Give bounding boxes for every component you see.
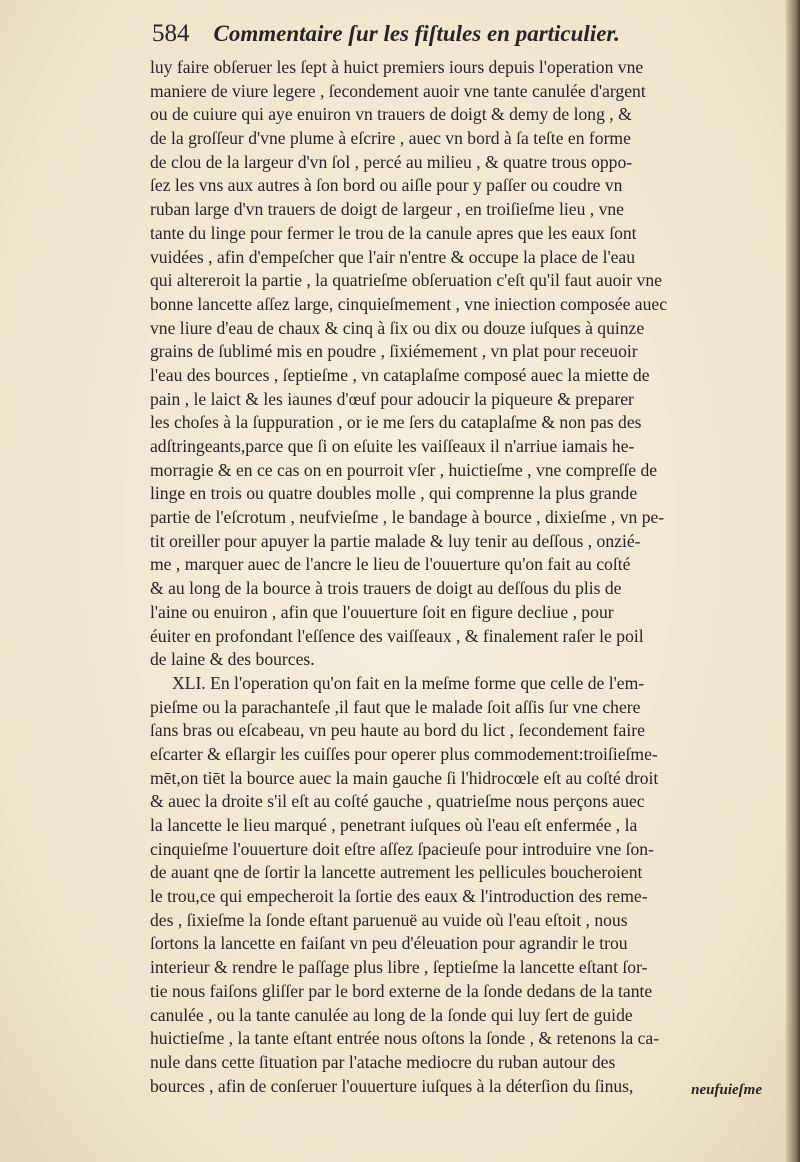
text-line: me , marquer auec de l'ancre le lieu de l'ouuerture qu'on fait au coſté <box>150 554 631 575</box>
text-line: luy faire obſeruer les ſept à huict premiers iours depuis l'operation vne <box>150 57 644 77</box>
text-line: huictieſme , la tante eſtant entrée nous oſtons la ſonde , & retenons la ca- <box>150 1028 660 1049</box>
text-line: de clou de la largeur d'vn ſol , percé au milieu , & quatre trous oppo- <box>150 151 633 172</box>
text-line: ou de cuiure qui aye enuiron vn trauers de doigt & demy de long , & <box>150 104 632 125</box>
text-line: tit oreiller pour apuyer la partie malade & luy tenir au deſſous , onzié- <box>150 530 641 551</box>
text-line: partie de l'eſcrotum , neufvieſme , le bandage à bource , dixieſme , vn pe- <box>150 507 665 528</box>
text-line: ſans bras ou eſcabeau, vn peu haute au bord du lict , ſecondement faire <box>150 720 645 741</box>
text-line: l'eau des bources , ſeptieſme , vn cataplaſme composé auec la miette de <box>150 364 650 385</box>
page-number: 584 <box>152 20 190 47</box>
text-line: grains de ſublimé mis en poudre , ſixiémement , vn plat pour receuoir <box>150 341 638 362</box>
text-line: de auant qne de ſortir la lancette autrement les pellicules boucheroient <box>150 862 643 883</box>
text-line: pain , le laict & les iaunes d'œuf pour adoucir la piqueure & preparer <box>150 388 634 409</box>
page-edge-shadow <box>786 0 800 1162</box>
text-line: & auec la droite s'il eſt au coſté gauche , quatrieſme nous perçons auec <box>150 791 645 812</box>
text-line: tie nous faiſons gliſſer par le bord externe de la ſonde dedans de la tante <box>150 980 653 1001</box>
text-line: & au long de la bource à trois trauers de doigt au deſſous du plis de <box>150 578 622 599</box>
text-line: l'aine ou enuiron , afin que l'ouuerture ſoit en figure decliue , pour <box>150 601 614 622</box>
page-header <box>152 20 672 56</box>
text-line: cinquieſme l'ouuerture doit eſtre aſſez ſpacieuſe pour introduire vne ſon- <box>150 838 654 859</box>
text-line: nule dans cette ſituation par l'atache mediocre du ruban autour des <box>150 1051 616 1072</box>
text-line: pieſme ou la parachanteſe ,il faut que le malade ſoit aſſis ſur vne chere <box>150 696 641 717</box>
text-line: adſtringeants,parce que ſi on eſuite les vaiſſeaux il n'arriue iamais he- <box>150 436 635 456</box>
text-line: mēt,on tiēt la bource auec la main gauche ſi l'hidrocœle eſt au coſté droit <box>150 767 659 788</box>
text-line: vuidées , afin d'empeſcher que l'air n'entre & occupe la place de l'eau <box>150 246 636 267</box>
text-line: le trou,ce qui empecheroit la ſortie des eaux & l'introduction des reme- <box>150 886 648 907</box>
running-title: Commentaire ſur les fiſtules en particulier. <box>213 21 620 46</box>
text-line: qui altereroit la partie , la quatrieſme obſeruation c'eſt qu'il faut auoir vne <box>150 270 662 291</box>
text-line: la lancette le lieu marqué , penetrant iuſques où l'eau eſt enfermée , la <box>150 815 638 835</box>
text-line: canulée , ou la tante canulée au long de la ſonde qui luy ſert de guide <box>150 1004 633 1025</box>
text-line: des , ſixieſme la ſonde eſtant paruenuë au vuide où l'eau eſtoit , nous <box>150 909 628 930</box>
catchword: neufuieſme <box>691 1082 762 1098</box>
text-line: ruban large d'vn trauers de doigt de largeur , en troiſieſme lieu , vne <box>150 199 624 220</box>
text-line: bources , afin de conſeruer l'ouuerture iuſques à la déterſion du ſinus, <box>150 1075 634 1096</box>
text-line: de laine & des bources. <box>150 649 315 670</box>
text-line: maniere de viure legere , ſecondement auoir vne tante canulée d'argent <box>150 80 646 101</box>
text-line: morragie & en ce cas on en pourroit vſer , huictieſme , vne compreſſe de <box>150 459 658 480</box>
text-line: linge en trois ou quatre doubles molle , qui comprenne la plus grande <box>150 483 638 504</box>
text-line: XLI. En l'operation qu'on fait en la meſme forme que celle de l'em- <box>172 672 645 693</box>
text-line: bonne lancette aſſez large, cinquieſmement , vne iniection composée auec <box>150 293 668 314</box>
text-line: eſcarter & eſlargir les cuiſſes pour operer plus commodement:troiſieſme- <box>150 743 658 764</box>
text-line: éuiter en profondant l'eſſence des vaiſſeaux , & finalement raſer le poil <box>150 625 644 646</box>
text-line: ſez les vns aux autres à ſon bord ou aiſle pour y paſſer ou coudre vn <box>150 175 623 196</box>
text-line: vne liure d'eau de chaux & cinq à ſix ou dix ou douze iuſques à quinze <box>150 317 645 338</box>
text-line: les choſes à la ſuppuration , or ie me ſers du cataplaſme & non pas des <box>150 412 642 433</box>
text-line: tante du linge pour fermer le trou de la canule apres que les eaux ſont <box>150 222 637 243</box>
body-text <box>150 56 764 1098</box>
text-line: interieur & rendre le paſſage plus libre , ſeptieſme la lancette eſtant ſor- <box>150 957 648 978</box>
text-line: de la groſſeur d'vne plume à eſcrire , auec vn bord à ſa teſte en forme <box>150 128 631 149</box>
text-line: ſortons la lancette en faiſant vn peu d'éleuation pour agrandir le trou <box>150 933 628 954</box>
